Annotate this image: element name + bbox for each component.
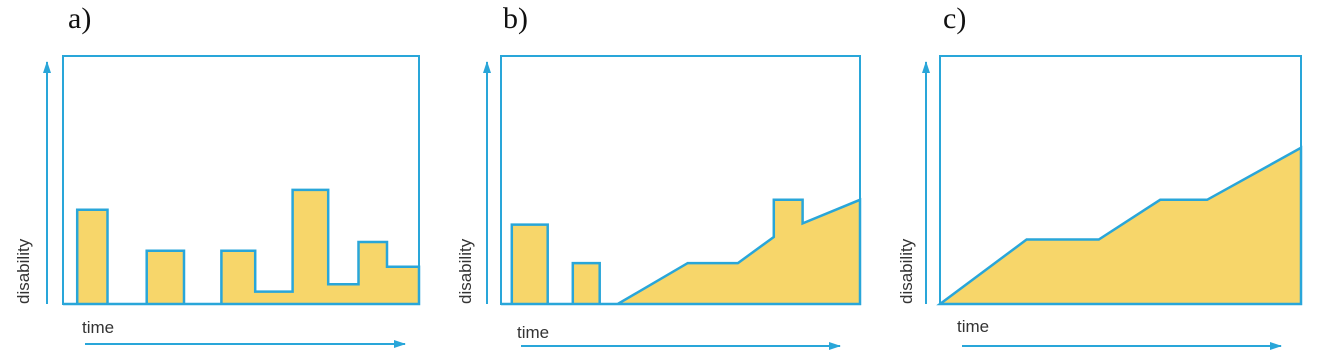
panel-c-label: c) bbox=[943, 2, 967, 35]
panel-b-label: b) bbox=[503, 2, 528, 35]
panel-c-ylabel: disability bbox=[897, 238, 916, 304]
panel-a-label: a) bbox=[68, 2, 92, 35]
panel-b-ylabel: disability bbox=[456, 238, 475, 304]
panel-a bbox=[47, 56, 419, 344]
panel-a-ylabel: disability bbox=[14, 238, 33, 304]
panel-a-disability-area bbox=[63, 190, 419, 304]
panel-c bbox=[926, 56, 1301, 346]
panel-c-xlabel: time bbox=[957, 317, 990, 336]
panel-a-xlabel: time bbox=[82, 318, 115, 337]
panel-b bbox=[487, 56, 860, 346]
panel-b-disability-area bbox=[501, 200, 860, 304]
panel-c-disability-area bbox=[940, 148, 1301, 304]
panel-b-xlabel: time bbox=[517, 323, 550, 342]
